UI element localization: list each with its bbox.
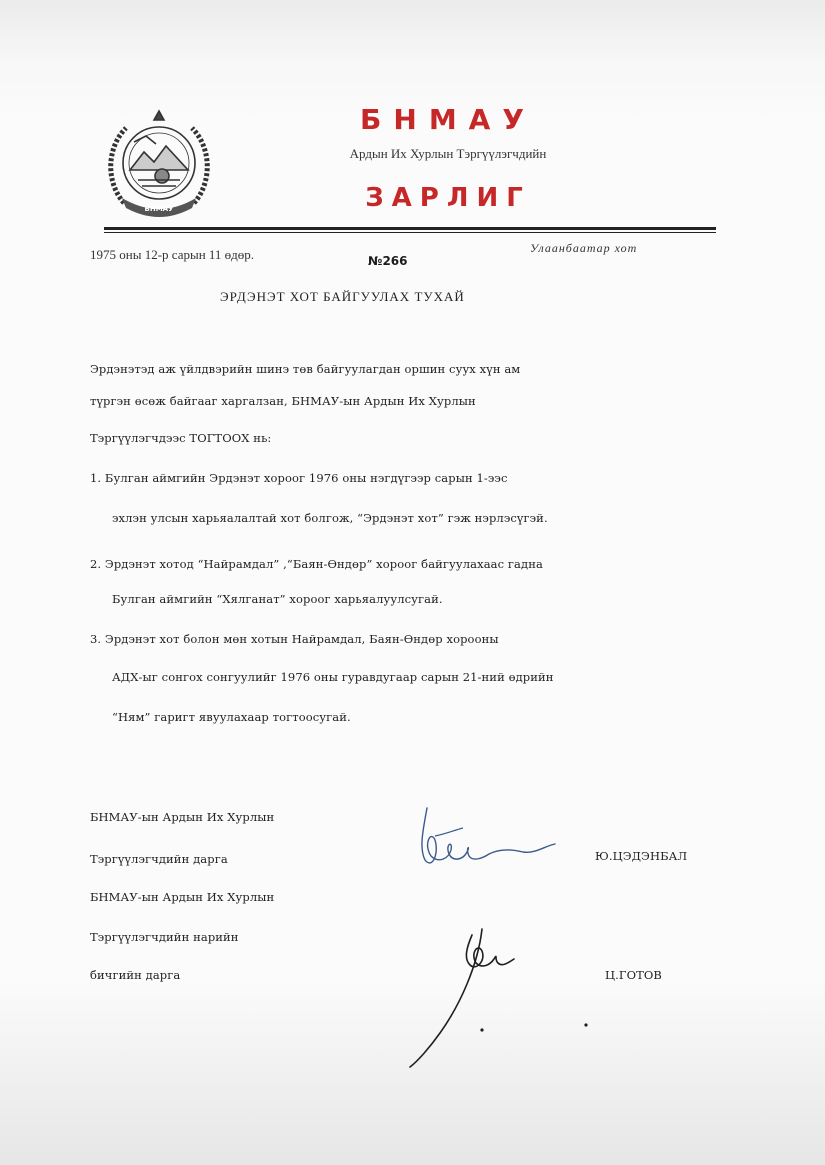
item-line: 3. Эрдэнэт хот болон мөн хотын Найрамдал, Баян-Өндөр хорооны: [90, 632, 499, 646]
signatory-title-line: Тэргүүлэгчдийн дарга: [90, 852, 228, 866]
signatory-title-line: БНМАУ-ын Ардын Их Хурлын: [90, 810, 275, 824]
item-line: эхлэн улсын харьяалалтай хот болгож, “Эрдэнэт хот” гэж нэрлэсүгэй.: [112, 511, 548, 525]
document-title: ЭРДЭНЭТ ХОТ БАЙГУУЛАХ ТУХАЙ: [220, 289, 465, 304]
signatory-title-line: бичгийн дарга: [90, 968, 181, 982]
document-number: №266: [368, 254, 408, 268]
signatory-title-line: БНМАУ-ын Ардын Их Хурлын: [90, 890, 275, 904]
state-abbrev: БНМАУ: [360, 103, 536, 136]
header-subtitle: Ардын Их Хурлын Тэргүүлэгчдийн: [349, 146, 547, 161]
state-emblem-icon: [104, 108, 214, 223]
signatory-name: Ю.ЦЭДЭНБАЛ: [595, 849, 688, 863]
document-city: Улаанбаатар хот: [530, 241, 638, 255]
document-type: ЗАРЛИГ: [365, 183, 531, 213]
item-line: АДХ-ыг сонгох сонгуулийг 1976 оны гуравдугаар сарын 21-ний өдрийн: [112, 670, 554, 684]
item-line: Булган аймгийн “Хялганат” хороог харьяалуулсугай.: [112, 592, 443, 606]
header-rule: [104, 227, 716, 230]
header-rule-thin: [104, 232, 716, 233]
document-date: 1975 оны 12-р сарын 11 өдөр.: [90, 247, 255, 262]
item-line: “Ням” гаригт явуулахаар тогтоосугай.: [112, 710, 351, 724]
preamble-line: түргэн өсөж байгааг харгалзан, БНМАУ-ын Ардын Их Хурлын: [90, 394, 476, 408]
item-line: 2. Эрдэнэт хотод “Найрамдал” ,“Баян-Өндөр” хороог байгуулахаас гадна: [90, 557, 543, 571]
signatory-title-line: Тэргүүлэгчдийн нарийн: [90, 930, 239, 944]
item-line: 1. Булган аймгийн Эрдэнэт хороог 1976 оны нэгдүгээр сарын 1-ээс: [90, 471, 508, 485]
signatory-name: Ц.ГОТОВ: [605, 968, 662, 982]
emblem-banner-text: БНМАУ: [144, 205, 174, 213]
signature-icon: [405, 800, 565, 880]
preamble-line: Тэргүүлэгчдээс ТОГТООХ нь:: [90, 431, 272, 445]
preamble-line: Эрдэнэтэд аж үйлдвэрийн шинэ төв байгуулагдан оршин суух хүн ам: [90, 362, 521, 376]
signature-icon: [390, 915, 600, 1075]
